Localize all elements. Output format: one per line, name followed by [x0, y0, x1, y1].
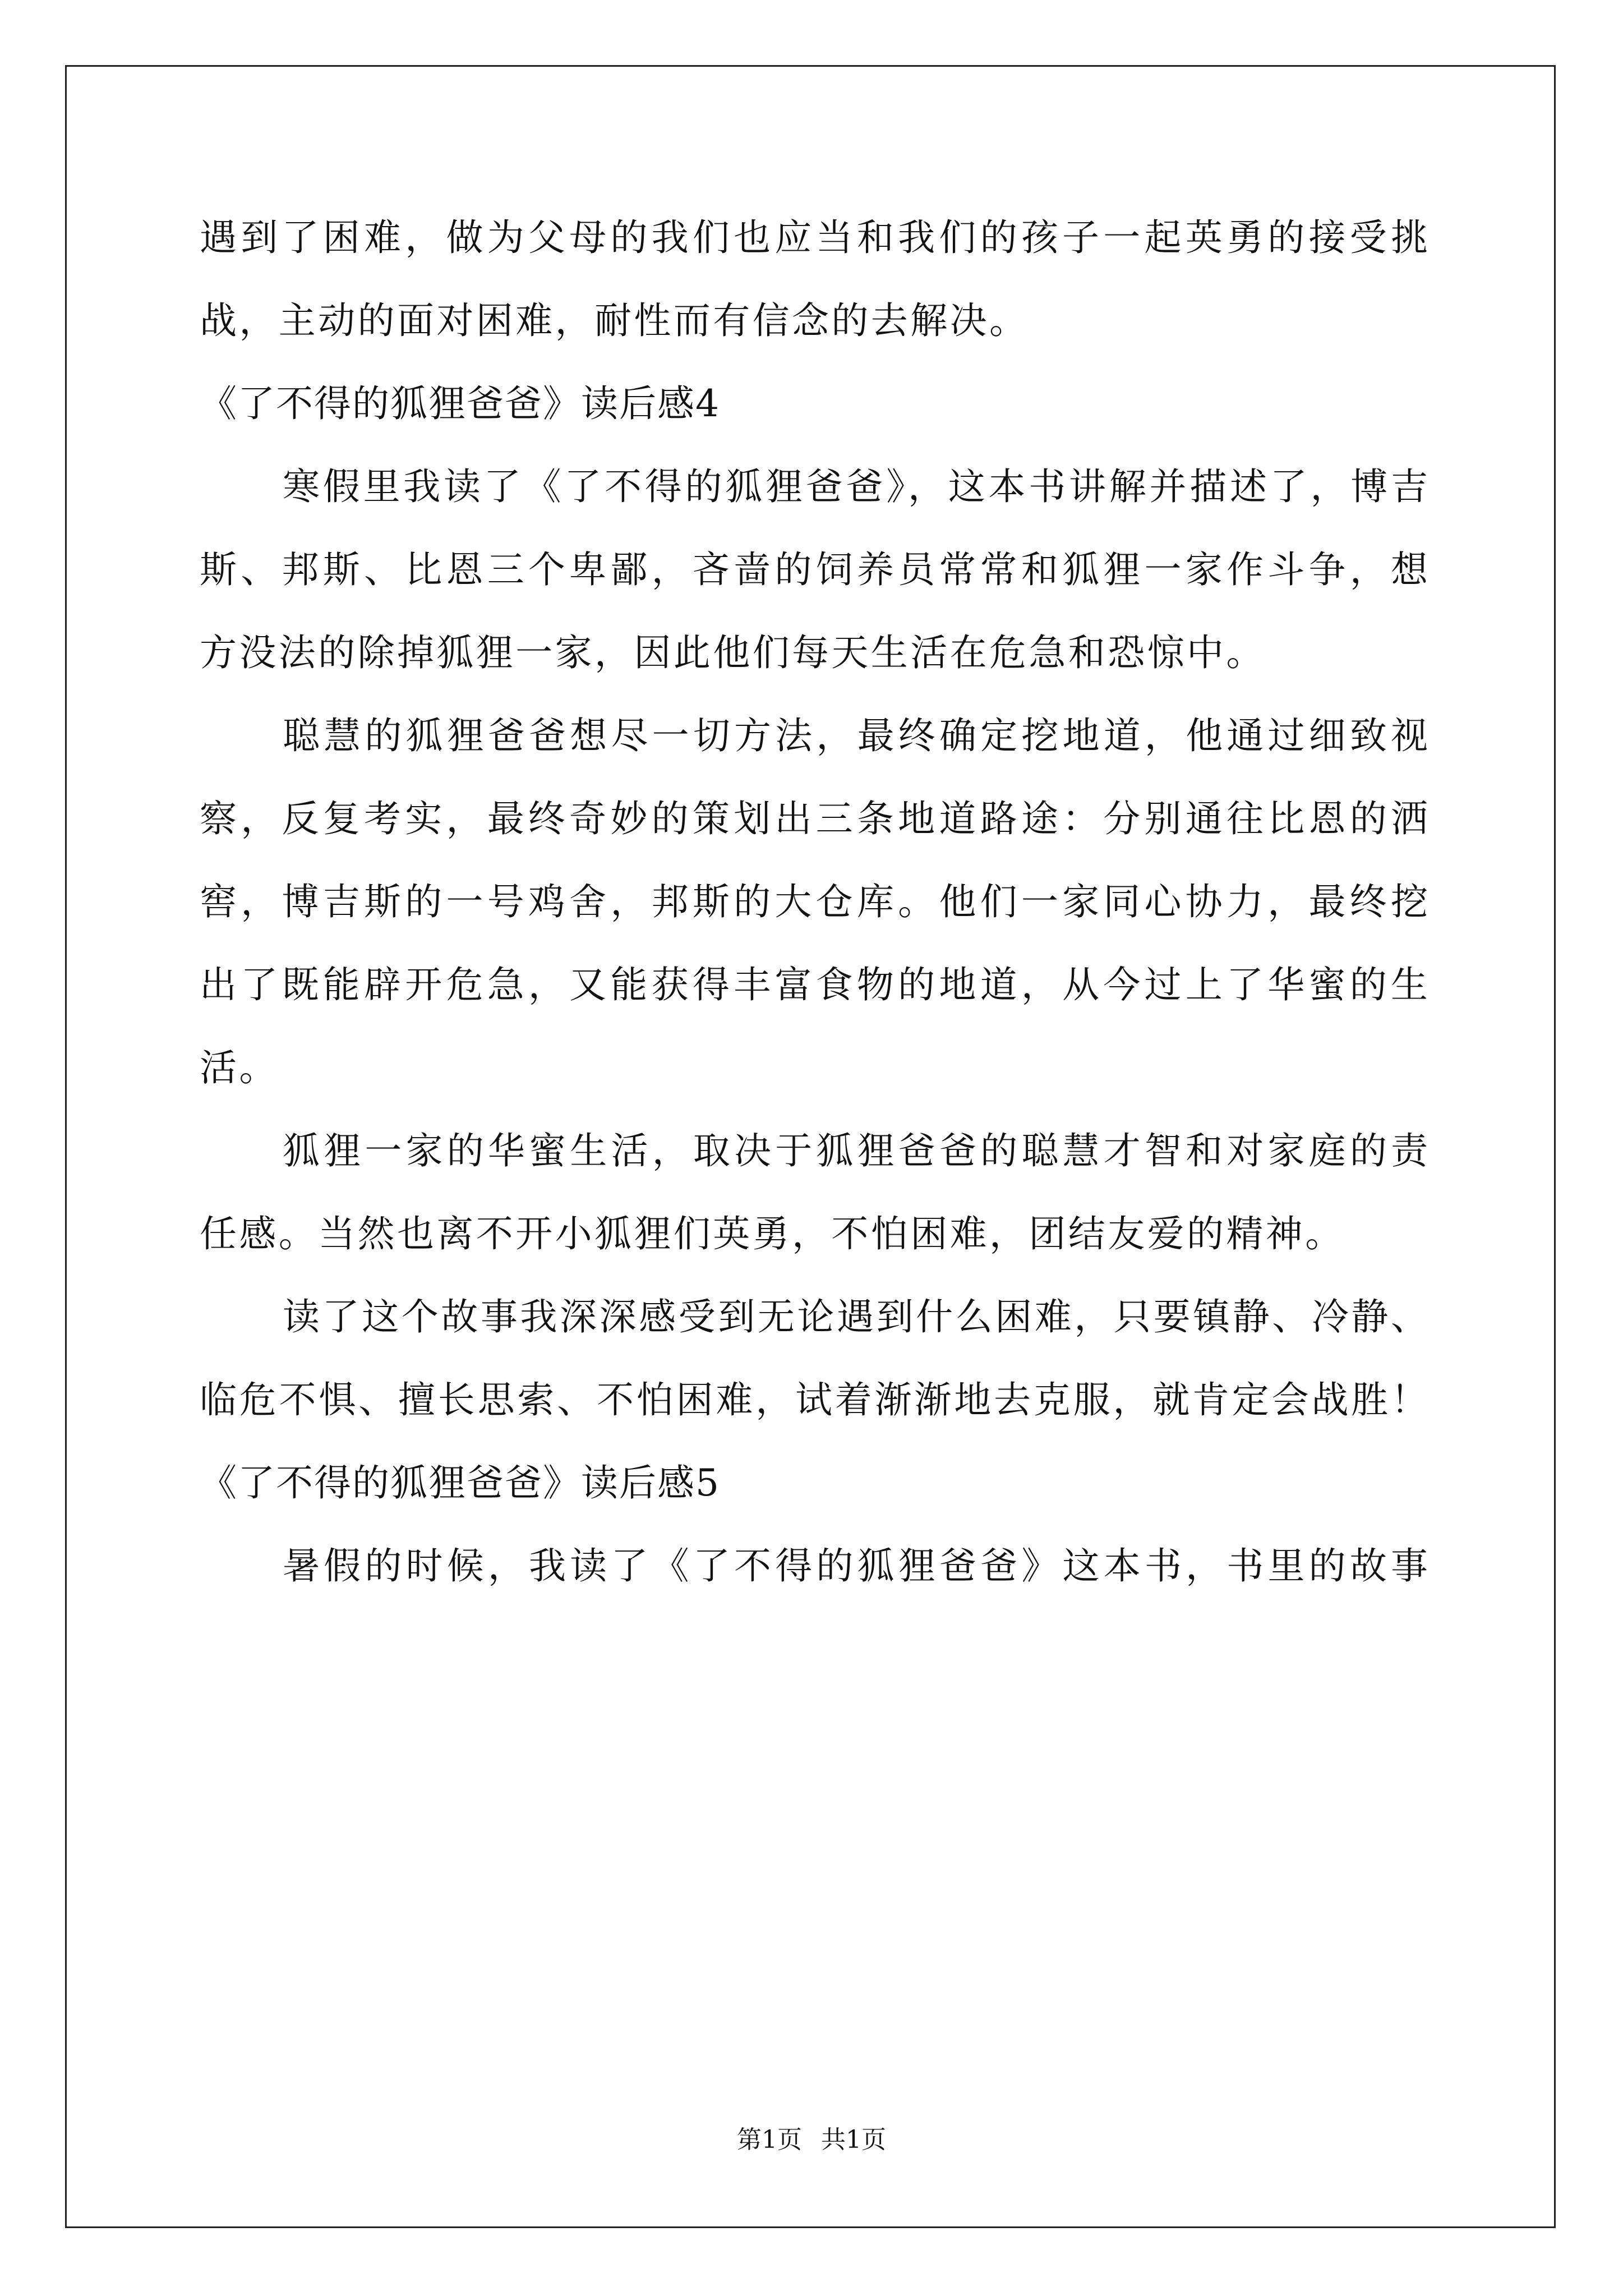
paragraph-line: 斯、邦斯、比恩三个卑鄙，吝啬的饲养员常常和狐狸一家作斗争，想 — [200, 548, 1428, 591]
paragraph-line: 活。 — [200, 1046, 279, 1089]
paragraph-line: 狐狸一家的华蜜生活，取决于狐狸爸爸的聪慧才智和对家庭的责 — [283, 1129, 1428, 1172]
paragraph-line: 读了这个故事我深深感受到无论遇到什么困难，只要镇静、冷静、 — [283, 1295, 1428, 1338]
paragraph-line: 察，反复考实，最终奇妙的策划出三条地道路途：分别通往比恩的洒 — [200, 797, 1428, 840]
paragraph-line: 临危不惧、擅长思索、不怕困难，试着渐渐地去克服，就肯定会战胜！ — [200, 1378, 1428, 1421]
paragraph-line: 暑假的时候，我读了《了不得的狐狸爸爸》这本书，书里的故事 — [283, 1544, 1428, 1588]
page-number: 第1页 — [737, 2125, 802, 2154]
paragraph-line: 聪慧的狐狸爸爸想尽一切方法，最终确定挖地道，他通过细致视 — [283, 714, 1428, 757]
paragraph-line: 出了既能辟开危急，又能获得丰富食物的地道，从今过上了华蜜的生 — [200, 963, 1428, 1006]
paragraph-line: 任感。当然也离不开小狐狸们英勇，不怕困难，团结友爱的精神。 — [200, 1212, 1345, 1255]
paragraph-line: 战，主动的面对困难，耐性而有信念的去解决。 — [200, 299, 1029, 342]
page-total: 共1页 — [821, 2125, 886, 2154]
page-footer — [0, 2123, 1623, 2157]
paragraph-line: 遇到了困难，做为父母的我们也应当和我们的孩子一起英勇的接受挑 — [200, 216, 1428, 259]
paragraph-line: 方没法的除掉狐狸一家，因此他们每天生活在危急和恐惊中。 — [200, 631, 1266, 674]
paragraph-line: 窖，博吉斯的一号鸡舍，邦斯的大仓库。他们一家同心协力，最终挖 — [200, 880, 1428, 923]
paragraph-line: 寒假里我读了《了不得的狐狸爸爸》，这本书讲解并描述了，博吉 — [283, 465, 1428, 508]
section-heading: 《了不得的狐狸爸爸》读后感5 — [200, 1461, 720, 1504]
section-heading: 《了不得的狐狸爸爸》读后感4 — [200, 382, 720, 425]
